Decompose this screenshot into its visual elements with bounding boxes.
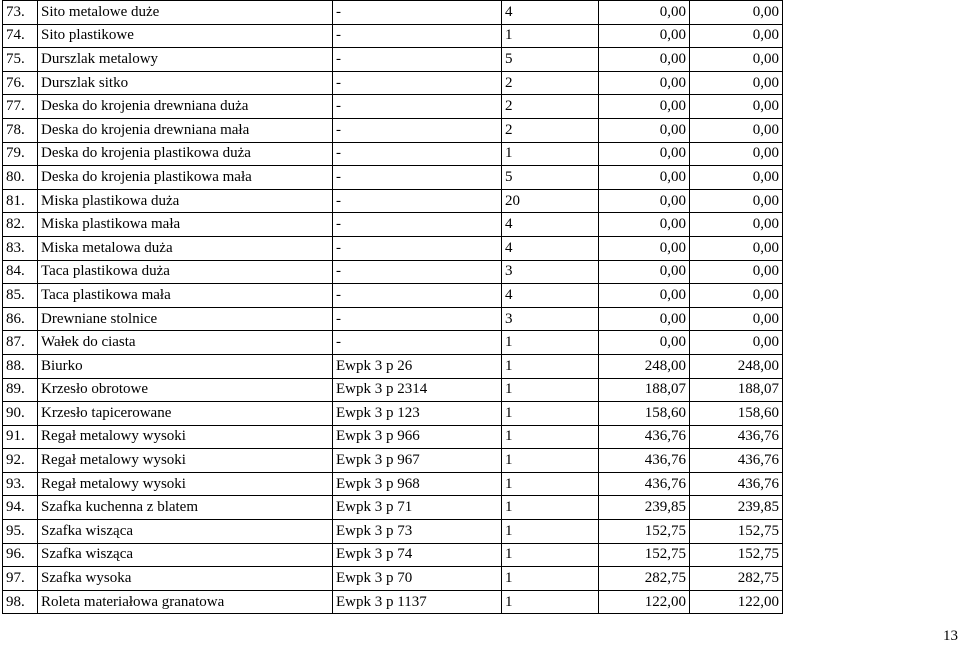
- table-row: [3, 260, 783, 284]
- unit-price-cell: 0,00: [599, 213, 690, 237]
- item-name-cell: Roleta materiałowa granatowa: [38, 590, 333, 614]
- quantity-cell: 1: [502, 543, 599, 567]
- quantity-cell: 3: [502, 260, 599, 284]
- table-row: [3, 449, 783, 473]
- total-value-cell: 0,00: [690, 331, 783, 355]
- row-number-cell: 96.: [3, 543, 38, 567]
- unit-price-cell: 0,00: [599, 236, 690, 260]
- row-number-cell: 80.: [3, 166, 38, 190]
- row-number-cell: 82.: [3, 213, 38, 237]
- item-name-cell: Szafka wisząca: [38, 543, 333, 567]
- page-number: 13: [943, 628, 958, 644]
- inventory-code-cell: Ewpk 3 p 73: [333, 520, 502, 544]
- table-row: [3, 402, 783, 426]
- table-row: [3, 378, 783, 402]
- item-name-cell: Sito metalowe duże: [38, 1, 333, 25]
- quantity-cell: 1: [502, 520, 599, 544]
- unit-price-cell: 0,00: [599, 142, 690, 166]
- unit-price-cell: 0,00: [599, 331, 690, 355]
- inventory-table-body: [3, 1, 783, 614]
- table-row: [3, 590, 783, 614]
- quantity-cell: 1: [502, 331, 599, 355]
- row-number-cell: 75.: [3, 48, 38, 72]
- unit-price-cell: 0,00: [599, 1, 690, 25]
- table-row: [3, 48, 783, 72]
- item-name-cell: Szafka wysoka: [38, 567, 333, 591]
- inventory-code-cell: -: [333, 213, 502, 237]
- unit-price-cell: 152,75: [599, 520, 690, 544]
- inventory-code-cell: -: [333, 118, 502, 142]
- table-row: [3, 24, 783, 48]
- unit-price-cell: 0,00: [599, 284, 690, 308]
- table-row: [3, 331, 783, 355]
- row-number-cell: 94.: [3, 496, 38, 520]
- inventory-code-cell: -: [333, 331, 502, 355]
- total-value-cell: 282,75: [690, 567, 783, 591]
- table-row: [3, 1, 783, 25]
- inventory-code-cell: -: [333, 24, 502, 48]
- quantity-cell: 1: [502, 354, 599, 378]
- inventory-code-cell: Ewpk 3 p 1137: [333, 590, 502, 614]
- inventory-code-cell: Ewpk 3 p 2314: [333, 378, 502, 402]
- row-number-cell: 77.: [3, 95, 38, 119]
- unit-price-cell: 436,76: [599, 425, 690, 449]
- row-number-cell: 92.: [3, 449, 38, 473]
- unit-price-cell: 0,00: [599, 71, 690, 95]
- row-number-cell: 98.: [3, 590, 38, 614]
- inventory-code-cell: Ewpk 3 p 74: [333, 543, 502, 567]
- unit-price-cell: 122,00: [599, 590, 690, 614]
- item-name-cell: Deska do krojenia drewniana mała: [38, 118, 333, 142]
- row-number-cell: 76.: [3, 71, 38, 95]
- inventory-code-cell: -: [333, 48, 502, 72]
- quantity-cell: 5: [502, 166, 599, 190]
- quantity-cell: 1: [502, 378, 599, 402]
- row-number-cell: 86.: [3, 307, 38, 331]
- item-name-cell: Szafka wisząca: [38, 520, 333, 544]
- unit-price-cell: 248,00: [599, 354, 690, 378]
- item-name-cell: Regał metalowy wysoki: [38, 425, 333, 449]
- unit-price-cell: 0,00: [599, 307, 690, 331]
- quantity-cell: 4: [502, 284, 599, 308]
- inventory-code-cell: Ewpk 3 p 968: [333, 472, 502, 496]
- item-name-cell: Krzesło obrotowe: [38, 378, 333, 402]
- table-row: [3, 307, 783, 331]
- total-value-cell: 0,00: [690, 71, 783, 95]
- row-number-cell: 87.: [3, 331, 38, 355]
- unit-price-cell: 0,00: [599, 95, 690, 119]
- total-value-cell: 239,85: [690, 496, 783, 520]
- table-row: [3, 213, 783, 237]
- inventory-code-cell: -: [333, 260, 502, 284]
- item-name-cell: Durszlak metalowy: [38, 48, 333, 72]
- total-value-cell: 0,00: [690, 166, 783, 190]
- table-row: [3, 118, 783, 142]
- table-row: [3, 472, 783, 496]
- row-number-cell: 81.: [3, 189, 38, 213]
- unit-price-cell: 152,75: [599, 543, 690, 567]
- row-number-cell: 88.: [3, 354, 38, 378]
- total-value-cell: 0,00: [690, 142, 783, 166]
- quantity-cell: 4: [502, 1, 599, 25]
- quantity-cell: 4: [502, 213, 599, 237]
- item-name-cell: Miska plastikowa mała: [38, 213, 333, 237]
- row-number-cell: 83.: [3, 236, 38, 260]
- table-row: [3, 520, 783, 544]
- inventory-code-cell: -: [333, 284, 502, 308]
- total-value-cell: 0,00: [690, 260, 783, 284]
- total-value-cell: 0,00: [690, 95, 783, 119]
- item-name-cell: Regał metalowy wysoki: [38, 472, 333, 496]
- row-number-cell: 91.: [3, 425, 38, 449]
- quantity-cell: 2: [502, 95, 599, 119]
- table-row: [3, 236, 783, 260]
- unit-price-cell: 0,00: [599, 166, 690, 190]
- row-number-cell: 89.: [3, 378, 38, 402]
- total-value-cell: 0,00: [690, 236, 783, 260]
- item-name-cell: Regał metalowy wysoki: [38, 449, 333, 473]
- table-row: [3, 189, 783, 213]
- item-name-cell: Szafka kuchenna z blatem: [38, 496, 333, 520]
- unit-price-cell: 0,00: [599, 24, 690, 48]
- quantity-cell: 1: [502, 402, 599, 426]
- row-number-cell: 90.: [3, 402, 38, 426]
- unit-price-cell: 436,76: [599, 472, 690, 496]
- item-name-cell: Miska metalowa duża: [38, 236, 333, 260]
- item-name-cell: Sito plastikowe: [38, 24, 333, 48]
- total-value-cell: 152,75: [690, 543, 783, 567]
- item-name-cell: Krzesło tapicerowane: [38, 402, 333, 426]
- table-row: [3, 142, 783, 166]
- inventory-code-cell: -: [333, 189, 502, 213]
- quantity-cell: 1: [502, 142, 599, 166]
- inventory-code-cell: Ewpk 3 p 123: [333, 402, 502, 426]
- total-value-cell: 0,00: [690, 307, 783, 331]
- quantity-cell: 2: [502, 71, 599, 95]
- table-row: [3, 95, 783, 119]
- inventory-code-cell: -: [333, 142, 502, 166]
- quantity-cell: 1: [502, 567, 599, 591]
- table-row: [3, 354, 783, 378]
- inventory-code-cell: -: [333, 95, 502, 119]
- item-name-cell: Deska do krojenia drewniana duża: [38, 95, 333, 119]
- table-row: [3, 166, 783, 190]
- unit-price-cell: 0,00: [599, 260, 690, 284]
- item-name-cell: Miska plastikowa duża: [38, 189, 333, 213]
- unit-price-cell: 282,75: [599, 567, 690, 591]
- total-value-cell: 158,60: [690, 402, 783, 426]
- unit-price-cell: 188,07: [599, 378, 690, 402]
- row-number-cell: 84.: [3, 260, 38, 284]
- total-value-cell: 0,00: [690, 213, 783, 237]
- total-value-cell: 0,00: [690, 24, 783, 48]
- table-row: [3, 543, 783, 567]
- quantity-cell: 3: [502, 307, 599, 331]
- inventory-code-cell: -: [333, 307, 502, 331]
- unit-price-cell: 0,00: [599, 118, 690, 142]
- item-name-cell: Drewniane stolnice: [38, 307, 333, 331]
- item-name-cell: Taca plastikowa mała: [38, 284, 333, 308]
- total-value-cell: 0,00: [690, 48, 783, 72]
- inventory-code-cell: -: [333, 166, 502, 190]
- item-name-cell: Durszlak sitko: [38, 71, 333, 95]
- row-number-cell: 78.: [3, 118, 38, 142]
- table-row: [3, 425, 783, 449]
- table-row: [3, 567, 783, 591]
- total-value-cell: 436,76: [690, 449, 783, 473]
- row-number-cell: 73.: [3, 1, 38, 25]
- quantity-cell: 5: [502, 48, 599, 72]
- quantity-cell: 1: [502, 24, 599, 48]
- item-name-cell: Taca plastikowa duża: [38, 260, 333, 284]
- total-value-cell: 122,00: [690, 590, 783, 614]
- table-row: [3, 71, 783, 95]
- total-value-cell: 0,00: [690, 1, 783, 25]
- item-name-cell: Deska do krojenia plastikowa duża: [38, 142, 333, 166]
- inventory-code-cell: -: [333, 236, 502, 260]
- total-value-cell: 188,07: [690, 378, 783, 402]
- inventory-code-cell: Ewpk 3 p 26: [333, 354, 502, 378]
- total-value-cell: 248,00: [690, 354, 783, 378]
- inventory-code-cell: Ewpk 3 p 70: [333, 567, 502, 591]
- inventory-code-cell: Ewpk 3 p 71: [333, 496, 502, 520]
- row-number-cell: 85.: [3, 284, 38, 308]
- item-name-cell: Biurko: [38, 354, 333, 378]
- inventory-code-cell: Ewpk 3 p 967: [333, 449, 502, 473]
- quantity-cell: 1: [502, 425, 599, 449]
- quantity-cell: 20: [502, 189, 599, 213]
- row-number-cell: 93.: [3, 472, 38, 496]
- inventory-code-cell: -: [333, 71, 502, 95]
- inventory-table: [2, 0, 783, 614]
- unit-price-cell: 436,76: [599, 449, 690, 473]
- row-number-cell: 79.: [3, 142, 38, 166]
- quantity-cell: 4: [502, 236, 599, 260]
- quantity-cell: 1: [502, 496, 599, 520]
- unit-price-cell: 0,00: [599, 189, 690, 213]
- quantity-cell: 1: [502, 449, 599, 473]
- row-number-cell: 95.: [3, 520, 38, 544]
- item-name-cell: Deska do krojenia plastikowa mała: [38, 166, 333, 190]
- unit-price-cell: 239,85: [599, 496, 690, 520]
- row-number-cell: 74.: [3, 24, 38, 48]
- quantity-cell: 1: [502, 590, 599, 614]
- unit-price-cell: 158,60: [599, 402, 690, 426]
- inventory-code-cell: -: [333, 1, 502, 25]
- quantity-cell: 2: [502, 118, 599, 142]
- unit-price-cell: 0,00: [599, 48, 690, 72]
- inventory-code-cell: Ewpk 3 p 966: [333, 425, 502, 449]
- total-value-cell: 436,76: [690, 425, 783, 449]
- total-value-cell: 152,75: [690, 520, 783, 544]
- total-value-cell: 0,00: [690, 284, 783, 308]
- item-name-cell: Wałek do ciasta: [38, 331, 333, 355]
- row-number-cell: 97.: [3, 567, 38, 591]
- total-value-cell: 0,00: [690, 189, 783, 213]
- table-row: [3, 496, 783, 520]
- quantity-cell: 1: [502, 472, 599, 496]
- table-row: [3, 284, 783, 308]
- total-value-cell: 436,76: [690, 472, 783, 496]
- total-value-cell: 0,00: [690, 118, 783, 142]
